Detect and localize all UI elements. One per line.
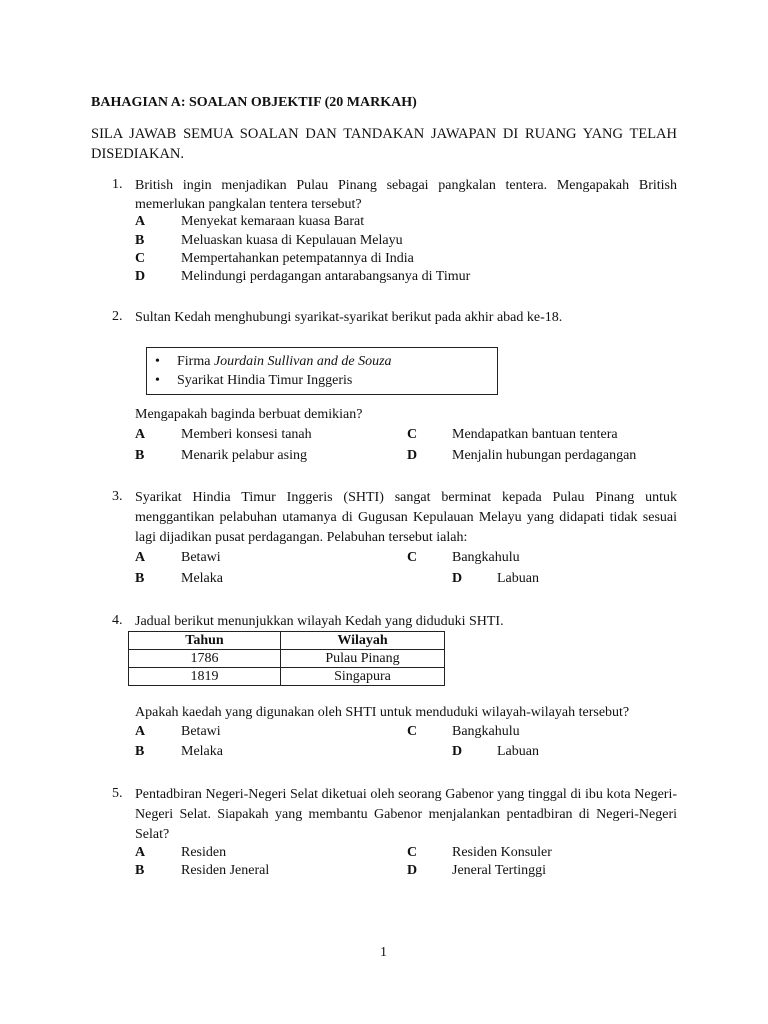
table-cell: 1819 bbox=[129, 668, 281, 686]
instructions: SILA JAWAB SEMUA SOALAN DAN TANDAKAN JAWAPAN DI RUANG YANG TELAH DISEDIAKAN. bbox=[91, 126, 677, 162]
table-header: Tahun bbox=[129, 632, 281, 650]
bullet-item: • Firma Jourdain Sullivan and de Souza bbox=[155, 354, 392, 369]
option-text: Residen bbox=[181, 845, 227, 860]
option-letter: C bbox=[407, 724, 418, 739]
option-letter: B bbox=[135, 744, 145, 759]
option-letter: D bbox=[452, 571, 463, 586]
option-text: Jeneral Tertinggi bbox=[452, 863, 547, 878]
question-text: Pentadbiran Negeri-Negeri Selat diketuai oleh seorang Gabenor yang tinggal di ibu kota Negeri-Negeri Selat. Siapakah yang membantu Gabenor menjalankan pentadbiran di Negeri-Negeri Selat? bbox=[135, 787, 677, 842]
option-text: Menarik pelabur asing bbox=[181, 448, 307, 463]
option-letter: D bbox=[407, 448, 418, 463]
option-text: Labuan bbox=[497, 744, 539, 759]
option-letter: C bbox=[407, 845, 418, 860]
table-cell: Pulau Pinang bbox=[281, 650, 445, 668]
question-number: 2. bbox=[112, 309, 123, 324]
option-letter: B bbox=[135, 571, 145, 586]
option-text: Bangkahulu bbox=[452, 550, 520, 565]
option-text: Mempertahankan petempatannya di India bbox=[181, 251, 414, 266]
question-text: Sultan Kedah menghubungi syarikat-syarikat berikut pada akhir abad ke-18. bbox=[135, 310, 563, 325]
table-cell: Singapura bbox=[281, 668, 445, 686]
table-cell: 1786 bbox=[129, 650, 281, 668]
option-text: Menjalin hubungan perdagangan bbox=[452, 448, 637, 463]
option-letter: C bbox=[407, 427, 418, 442]
option-text: Melaka bbox=[181, 571, 223, 586]
territory-table bbox=[128, 631, 445, 686]
option-letter: A bbox=[135, 427, 146, 442]
option-text: Betawi bbox=[181, 550, 221, 565]
page-number: 1 bbox=[380, 945, 387, 960]
bullet-item: • Syarikat Hindia Timur Inggeris bbox=[155, 373, 353, 388]
question-number: 1. bbox=[112, 177, 123, 192]
question-text: Syarikat Hindia Timur Inggeris (SHTI) sangat berminat kepada Pulau Pinang untuk menggantikan pelabuhan utamanya di Gugusan Kepulauan Melayu yang didapati tidak sesuai lagi dijadikan pusat perdagangan. Pelabuhan tersebut ialah: bbox=[135, 490, 677, 545]
table-header: Wilayah bbox=[281, 632, 445, 650]
option-letter: C bbox=[407, 550, 418, 565]
question-number: 5. bbox=[112, 786, 123, 801]
option-text: Residen Konsuler bbox=[452, 845, 552, 860]
option-text: Meluaskan kuasa di Kepulauan Melayu bbox=[181, 233, 403, 248]
option-letter: B bbox=[135, 233, 145, 248]
question-text: Jadual berikut menunjukkan wilayah Kedah yang diduduki SHTI. bbox=[135, 614, 504, 629]
table-row bbox=[129, 668, 445, 686]
option-letter: D bbox=[407, 863, 418, 878]
bullet-icon: • bbox=[155, 373, 160, 388]
option-text: Menyekat kemaraan kuasa Barat bbox=[181, 214, 365, 229]
option-text: Betawi bbox=[181, 724, 221, 739]
option-text: Labuan bbox=[497, 571, 539, 586]
table-row bbox=[129, 650, 445, 668]
bullet-box bbox=[146, 347, 498, 395]
option-text: Bangkahulu bbox=[452, 724, 520, 739]
option-letter: A bbox=[135, 845, 146, 860]
option-text: Memberi konsesi tanah bbox=[181, 427, 312, 442]
section-title: BAHAGIAN A: SOALAN OBJEKTIF (20 MARKAH) bbox=[91, 95, 417, 110]
option-letter: B bbox=[135, 863, 145, 878]
bullet-icon: • bbox=[155, 354, 160, 369]
option-letter: A bbox=[135, 724, 146, 739]
option-letter: D bbox=[452, 744, 463, 759]
option-letter: C bbox=[135, 251, 146, 266]
question-number: 4. bbox=[112, 613, 123, 628]
option-letter: D bbox=[135, 269, 146, 284]
table-header-row bbox=[129, 632, 445, 650]
option-letter: A bbox=[135, 550, 146, 565]
option-letter: B bbox=[135, 448, 145, 463]
question-prompt: Mengapakah baginda berbuat demikian? bbox=[135, 407, 363, 422]
option-text: Residen Jeneral bbox=[181, 863, 270, 878]
option-text: Melaka bbox=[181, 744, 223, 759]
option-text: Melindungi perdagangan antarabangsanya di Timur bbox=[181, 269, 471, 284]
question-prompt: Apakah kaedah yang digunakan oleh SHTI untuk menduduki wilayah-wilayah tersebut? bbox=[135, 705, 630, 720]
question-number: 3. bbox=[112, 489, 123, 504]
option-letter: A bbox=[135, 214, 146, 229]
question-text: British ingin menjadikan Pulau Pinang sebagai pangkalan tentera. Mengapakah British memerlukan pangkalan tentera tersebut? bbox=[135, 178, 677, 212]
option-text: Mendapatkan bantuan tentera bbox=[452, 427, 618, 442]
